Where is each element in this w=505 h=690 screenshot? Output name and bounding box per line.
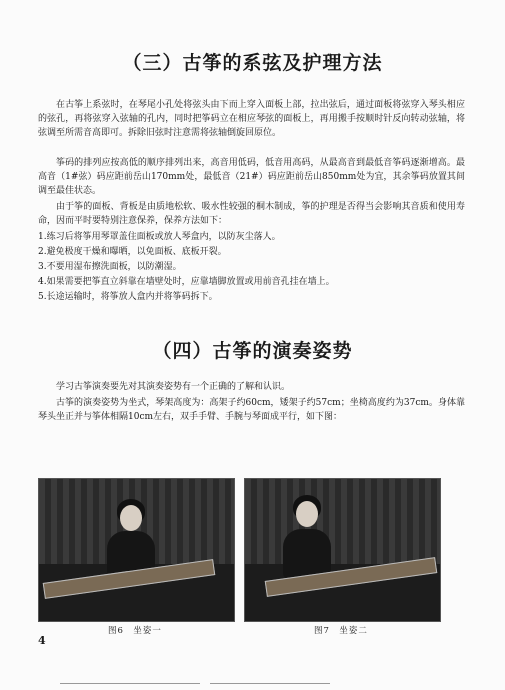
maintenance-item-5: 5.长途运输时，将筝放人盒内并将筝码拆下。 [38, 292, 218, 302]
paragraph-maintenance-intro: 由于筝的面板、背板是由质地松软、吸水性较强的桐木制成，筝的护理是否得当会影响其音质和使用寿命，因而平时要特别注意保养，保养方法如下： [38, 202, 465, 227]
paragraph-posture-intro: 学习古筝演奏要先对其演奏姿势有一个正确的了解和认识。 [56, 382, 291, 392]
maintenance-item-1: 1.练习后将筝用琴罩盖住面板或放人琴盒内，以防灰尘落人。 [38, 232, 281, 242]
figure-caption-2: 图7 坐姿二 [314, 626, 368, 636]
section-title-playing-posture: （四）古筝的演奏姿势 [152, 340, 353, 362]
paragraph-posture-details: 古筝的演奏姿势为坐式，琴架高度为：高架子约60cm，矮架子约57cm；坐椅高度约为37cm。身体靠琴头坐正并与筝体相隔10cm左右，双手手臂、手腕与琴面成平行，如下图： [38, 398, 465, 423]
figure-photo-seated-posture-2 [244, 478, 441, 622]
maintenance-item-3: 3.不要用湿布擦洗面板，以防潮湿。 [38, 262, 182, 272]
page-number: 4 [38, 634, 46, 647]
maintenance-item-2: 2.避免极度干燥和曝晒，以免面板、底板开裂。 [38, 247, 227, 257]
bottom-rule-left [60, 683, 200, 684]
paragraph-bridge-arrangement: 筝码的排列应按高低的顺序排列出来，高音用低码，低音用高码，从最高音到最低音筝码逐渐增高。最高音（1#弦）码应距前岳山170mm处，最低音（21#）码应距前岳山850mm处为宜，其余筝码放置其间调至最佳状态。 [38, 158, 465, 197]
maintenance-item-4: 4.如果需要把筝直立斜靠在墙壁处时，应靠墙脚放置或用前音孔挂在墙上。 [38, 277, 335, 287]
section-title-string-care: （三）古筝的系弦及护理方法 [122, 52, 383, 74]
figure-photo-seated-posture-1 [38, 478, 235, 622]
figure-caption-1: 图6 坐姿一 [108, 626, 162, 636]
paragraph-stringing: 在古筝上系弦时，在琴尾小孔处将弦头由下而上穿入面板上部，拉出弦后，通过面板将弦穿入琴头相应的弦孔，再将弦穿入弦轴的孔内，同时把筝码立在相应琴弦的面板上，再用搬手按顺时针反向转动弦轴，将弦调至所需音高即可。拆除旧弦时注意需将弦轴倒旋回原位。 [38, 100, 465, 139]
bottom-rule-right [210, 683, 330, 684]
